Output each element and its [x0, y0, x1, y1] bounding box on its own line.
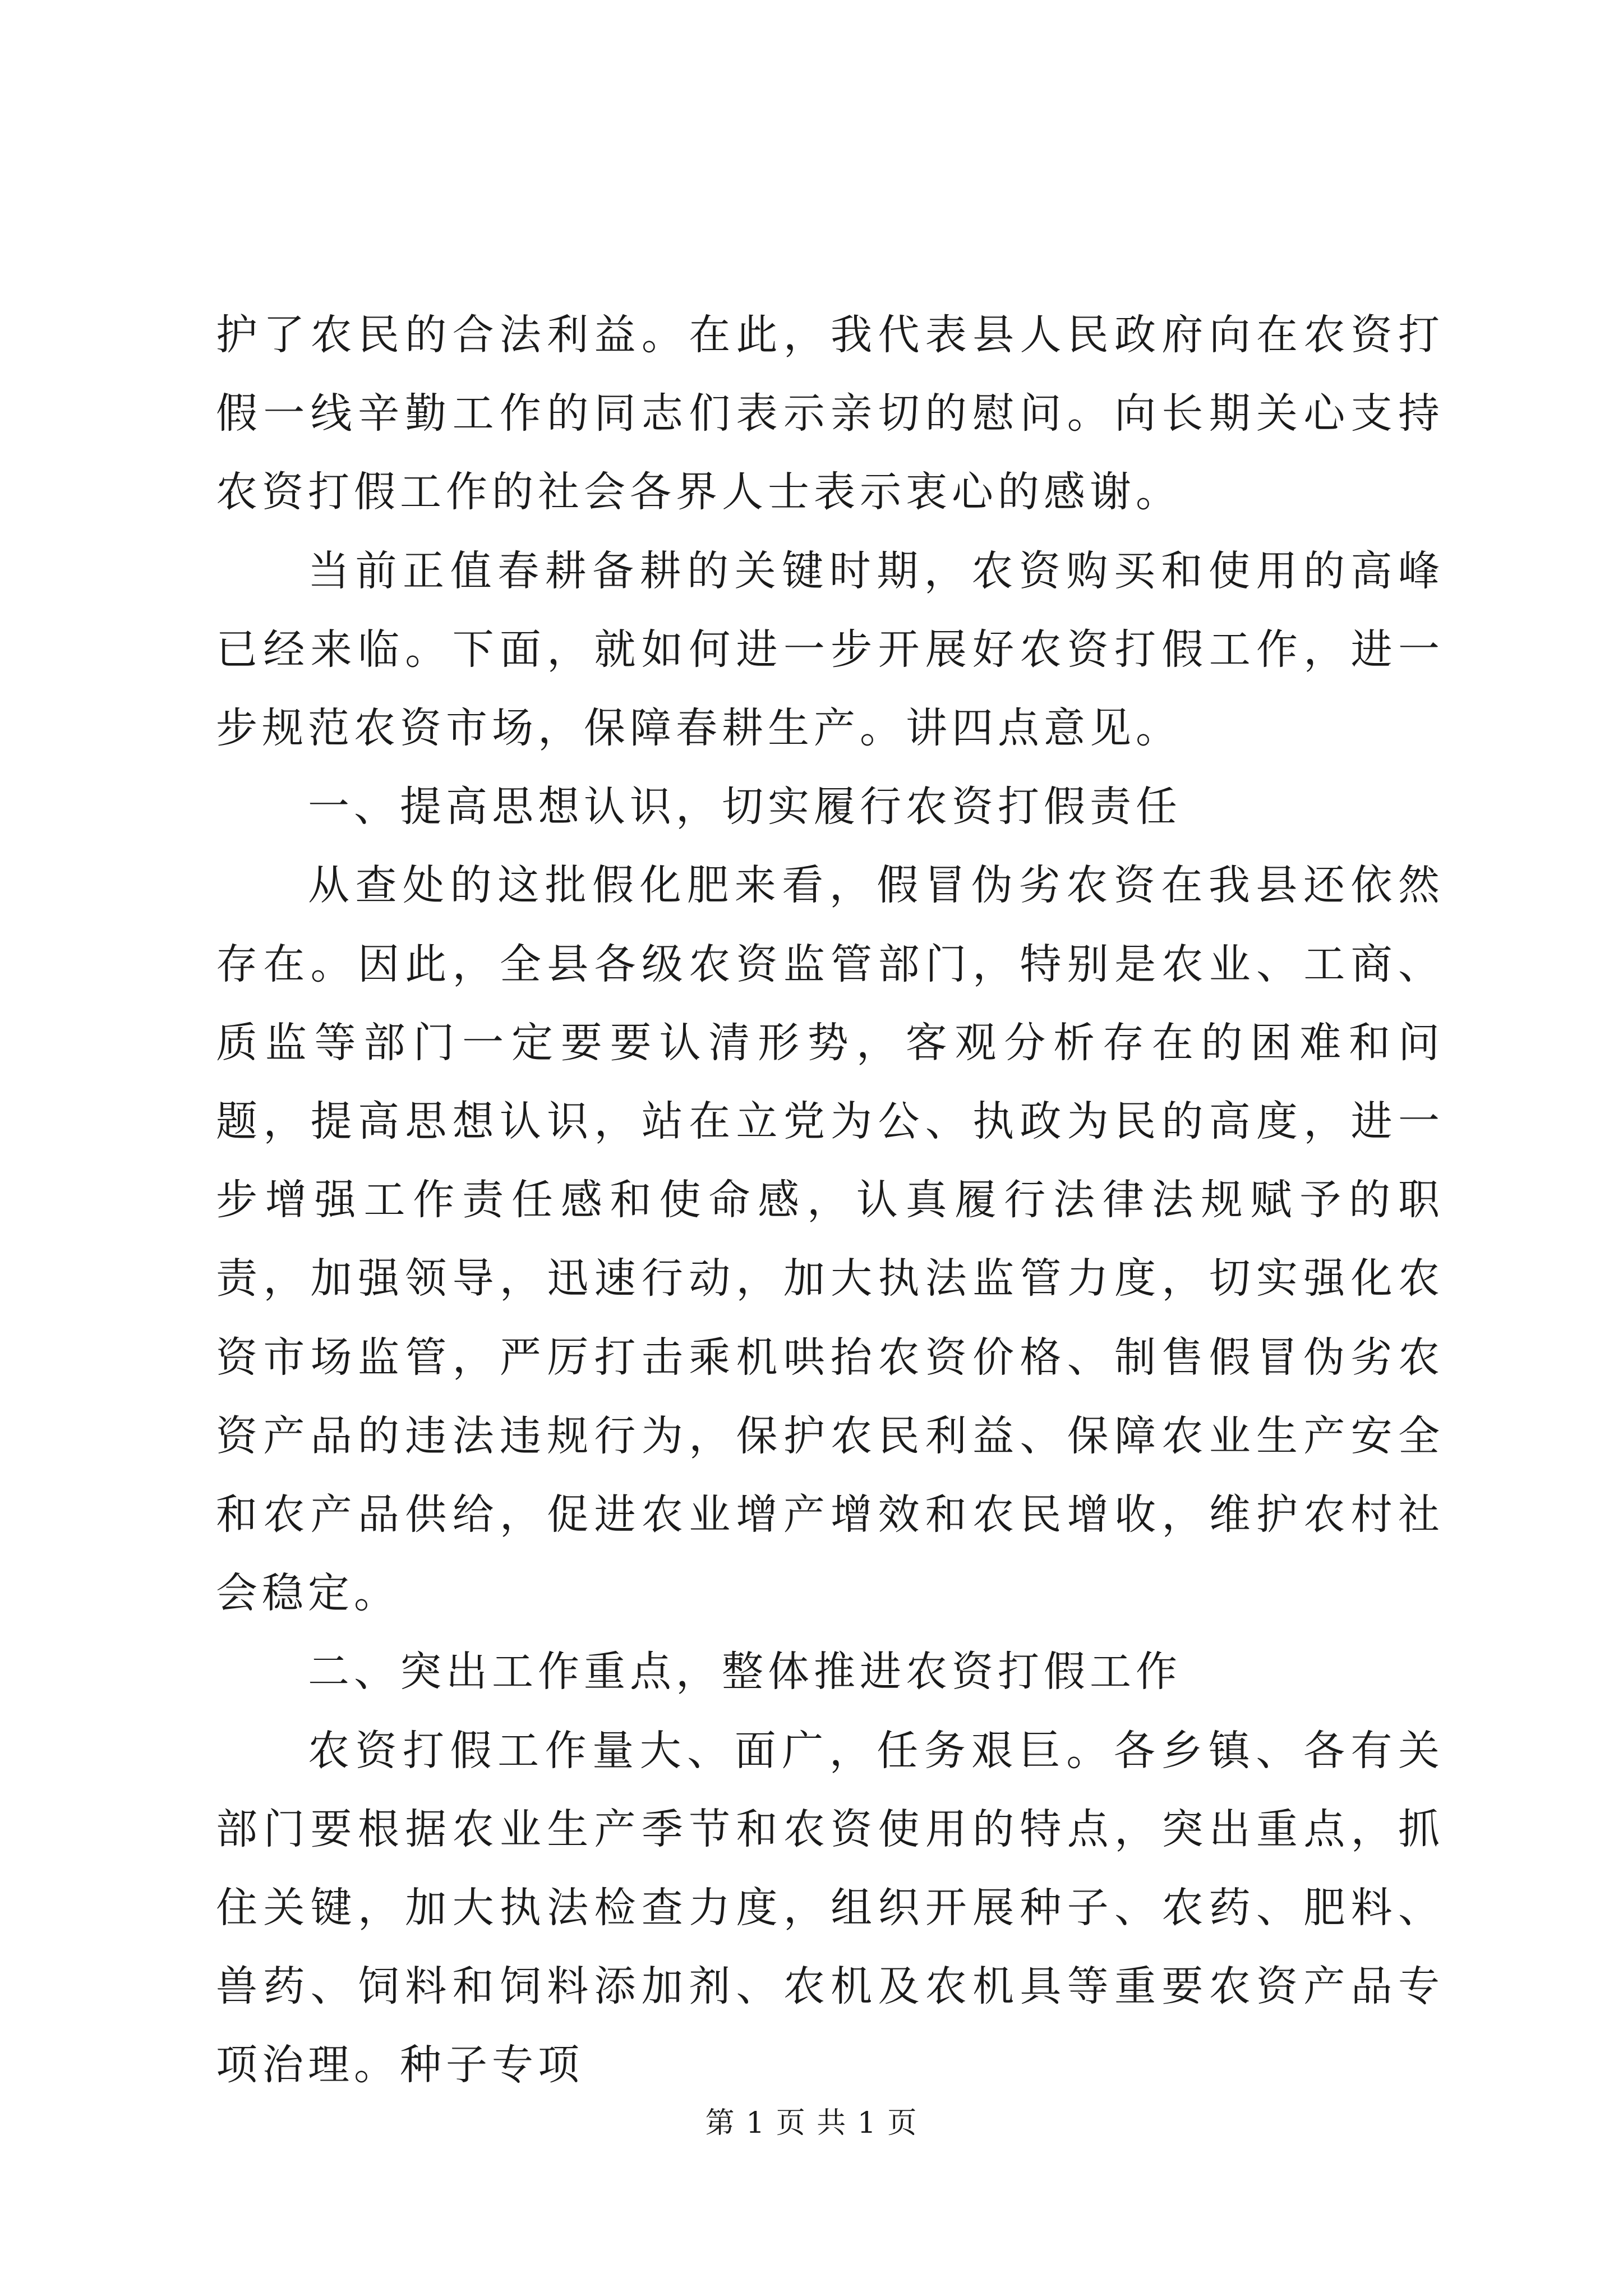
document-body: [216, 296, 1444, 2105]
paragraph-section-2-body: 农资打假工作量大、面广，任务艰巨。各乡镇、各有关部门要根据农业生产季节和农资使用的特点，突出重点，抓住关键，加大执法检查力度，组织开展种子、农药、肥料、兽药、饲料和饲料添加剂、农机及农机具等重要农资产品专项治理。种子专项: [216, 1726, 1444, 2090]
page-footer: 第 1 页 共 1 页: [705, 2106, 918, 2140]
paragraph-section-1-body: 从查处的这批假化肥来看，假冒伪劣农资在我县还依然存在。因此，全县各级农资监管部门，特别是农业、工商、质监等部门一定要要认清形势，客观分析存在的困难和问题，提高思想认识，站在立党为公、执政为民的高度，进一步增强工作责任感和使命感，认真履行法律法规赋予的职责，加强领导，迅速行动，加大执法监管力度，切实强化农资市场监管，严厉打击乘机哄抬农资价格、制售假冒伪劣农资产品的违法违规行为，保护农民利益、保障农业生产安全和农产品供给，促进农业增产增效和农民增收，维护农村社会稳定。: [216, 861, 1444, 1618]
paragraph-continued-gratitude: 护了农民的合法利益。在此，我代表县人民政府向在农资打假一线辛勤工作的同志们表示亲切的慰问。向长期关心支持农资打假工作的社会各界人士表示衷心的感谢。: [216, 311, 1444, 517]
section-heading-1: 一、提高思想认识，切实履行农资打假责任: [308, 783, 1182, 831]
paragraph-spring-farming-intro: 当前正值春耕备耕的关键时期，农资购买和使用的高峰已经来临。下面，就如何进一步开展好农资打假工作，进一步规范农资市场，保障春耕生产。讲四点意见。: [216, 546, 1444, 753]
section-heading-2: 二、突出工作重点，整体推进农资打假工作: [308, 1648, 1182, 1696]
